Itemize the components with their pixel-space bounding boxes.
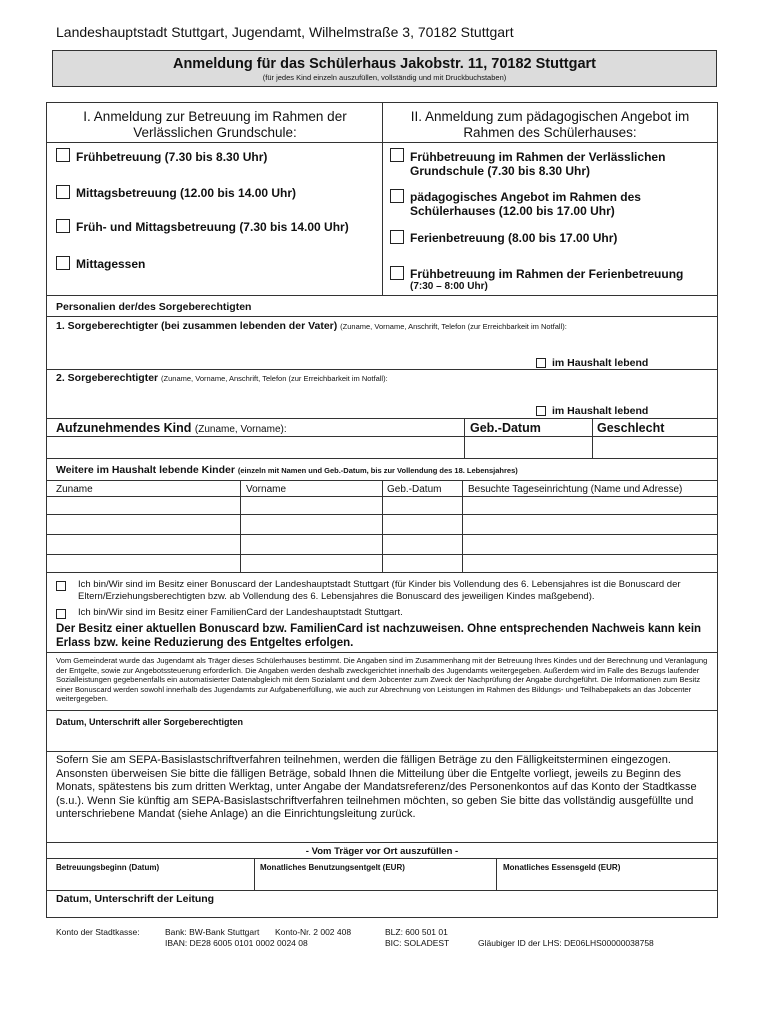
section1-heading: I. Anmeldung zur Betreuung im Rahmen der Verlässlichen Grundschule:	[83, 109, 347, 140]
option-fruehbetreuung: Frühbetreuung (7.30 bis 8.30 Uhr)	[76, 150, 268, 164]
checkbox-fruehbetreuung[interactable]	[56, 148, 70, 162]
checkbox-mittagsbetreuung[interactable]	[56, 185, 70, 199]
child-row	[56, 421, 287, 435]
familiencard-option: Ich bin/Wir sind im Besitz einer FamilienCard der Landeshauptstadt Stuttgart.	[78, 607, 403, 618]
guardian2-household-label: im Haushalt lebend	[552, 405, 649, 417]
footer-blz: BLZ: 600 501 01	[385, 927, 448, 937]
personal-heading: Personalien der/des Sorgeberechtigten	[56, 301, 252, 313]
guardian1-row	[56, 320, 567, 332]
footer-bic: BIC: SOLADEST	[385, 938, 450, 948]
checkbox-ferien-frueh[interactable]	[390, 266, 404, 280]
sepa-text: Sofern Sie am SEPA-Basislastschriftverfahren teilnehmen, werden die fälligen Beträge zu den Fälligkeitsterminen eingezogen. Ansonsten überweisen Sie bitte die fälligen Beträge, sobald Ihnen die Mitteilung über die Entgelte vorliegt, jeweils zu Beginn des Monats, spätestens bis zum dritten Werktag, unter Angabe der Mandatsreferenz/des Personenkontos auf das Konto der Stadtkasse (s.u.). Wenn Sie künftig am SEPA-Basislastschriftverfahren teilnehmen möchten, so geben Sie bitte das vollständig ausgefüllte und unterschriebene Mandat (siehe Anlage) an die Einrichtungsleitung zurück.	[56, 754, 697, 821]
guardian2-label: 2. Sorgeberechtigter	[56, 372, 159, 384]
guardian1-household-label: im Haushalt lebend	[552, 357, 649, 369]
child-gender-label: Geschlecht	[597, 421, 665, 435]
siblings-heading: Weitere im Haushalt lebende Kinder	[56, 464, 235, 476]
checkbox-paed-angebot[interactable]	[390, 189, 404, 203]
guardian1-hint: (Zuname, Vorname, Anschrift, Telefon (zur Erreichbarkeit im Notfall):	[340, 322, 567, 331]
footer-iban: IBAN: DE28 6005 0101 0002 0024 08	[165, 938, 308, 948]
office-col-meal: Monatliches Essensgeld (EUR)	[503, 863, 621, 872]
option-ferienbetreuung: Ferienbetreuung (8.00 bis 17.00 Uhr)	[410, 231, 618, 245]
option-paed-angebot: pädagogisches Angebot im Rahmen des Schülerhauses (12.00 bis 17.00 Uhr)	[410, 190, 641, 218]
form-title: Anmeldung für das Schülerhaus Jakobstr. 11, 70182 Stuttgart	[172, 56, 597, 72]
office-col-begin: Betreuungsbeginn (Datum)	[56, 863, 160, 872]
siblings-hint: (einzeln mit Namen und Geb.-Datum, bis zur Vollendung des 18. Lebensjahres)	[237, 466, 518, 475]
office-signature-label: Datum, Unterschrift der Leitung	[56, 893, 215, 905]
title-box	[52, 50, 717, 87]
checkbox-frueh-mittag[interactable]	[56, 219, 70, 233]
bonus-notice: Der Besitz einer aktuellen Bonuscard bzw. FamilienCard ist nachzuweisen. Ohne entsprechenden Nachweis kann kein Erlass bzw. keine Reduzierung des Entgeltes erfolgen.	[56, 623, 702, 649]
child-dob-label: Geb.-Datum	[470, 421, 541, 435]
footer-bank: Bank: BW-Bank Stuttgart	[165, 927, 260, 937]
siblings-heading-row	[56, 464, 518, 476]
option-ferien-frueh: Frühbetreuung im Rahmen der Ferienbetreuung	[410, 267, 684, 281]
checkbox-ferienbetreuung[interactable]	[390, 230, 404, 244]
footer-creditor: Gläubiger ID der LHS: DE06LHS00000038758	[478, 938, 654, 948]
child-hint: (Zuname, Vorname):	[194, 424, 287, 435]
form-subtitle: (für jedes Kind einzeln auszufüllen, vollständig und mit Druckbuchstaben)	[262, 73, 507, 82]
option-mittagsbetreuung: Mittagsbetreuung (12.00 bis 14.00 Uhr)	[76, 186, 297, 200]
privacy-text: Vom Gemeinderat wurde das Jugendamt als Träger dieses Schülerhauses bestimmt. Die Angaben sind im Zusammenhang mit der Betreuung Ihres Kindes und der Berechnung und Veranlagung der Entgelte, sowie zur Angebotssteuerung erforderlich. Die Angaben werden deshalb zweckgerichtet innerhalb des Jugendamts weitergegeben. Außerdem wird im Falle des Bezugs laufender Sozialleistungen gegebenenfalls ein automatisierter Datenabgleich mit dem Sozialamt und dem Jobcenter zum Zweck der Nachprüfung der Angabe durchgeführt. Die Informationen zum Besitz einer Bonuscard werden sowohl innerhalb des Jugendamts zur Aufgabenerfüllung, wie auch zur Abrechnung von Leistungen im Rahmen des Bildungs- und Teilhabepakets an das Jobcenter weitergegeben.	[56, 656, 708, 703]
footer-konto: Konto-Nr. 2 002 408	[275, 927, 352, 937]
guardian1-label: 1. Sorgeberechtigter (bei zusammen lebenden der Vater)	[56, 320, 338, 332]
option-ferien-frueh-time: (7:30 – 8:00 Uhr)	[410, 281, 488, 292]
guardian2-row	[56, 372, 388, 384]
option-frueh-mittag: Früh- und Mittagsbetreuung (7.30 bis 14.00 Uhr)	[76, 220, 349, 234]
checkbox-mittagessen[interactable]	[56, 256, 70, 270]
section2-heading: II. Anmeldung zum pädagogischen Angebot im Rahmen des Schülerhauses:	[410, 109, 690, 140]
agency-address: Landeshauptstadt Stuttgart, Jugendamt, Wilhelmstraße 3, 70182 Stuttgart	[56, 24, 514, 40]
office-col-fee: Monatliches Benutzungsentgelt (EUR)	[260, 863, 405, 872]
guardian2-hint: (Zuname, Vorname, Anschrift, Telefon (zur Erreichbarkeit im Notfall):	[161, 374, 388, 383]
footer-account-label: Konto der Stadtkasse:	[56, 927, 140, 937]
sibling-col-dob: Geb.-Datum	[387, 484, 442, 495]
child-label: Aufzunehmendes Kind	[56, 421, 192, 435]
sibling-col-zuname: Zuname	[56, 484, 93, 495]
checkbox-bonuscard[interactable]	[56, 581, 66, 591]
option-vgs-fruehbetreuung: Frühbetreuung im Rahmen der Verlässlichen Grundschule (7.30 bis 8.30 Uhr)	[410, 150, 666, 178]
checkbox-vgs-fruehbetreuung[interactable]	[390, 148, 404, 162]
sibling-col-facility: Besuchte Tageseinrichtung (Name und Adresse)	[468, 484, 683, 495]
signature-parents-label: Datum, Unterschrift aller Sorgeberechtigten	[56, 717, 244, 727]
checkbox-familiencard[interactable]	[56, 609, 66, 619]
checkbox-guardian2-household[interactable]	[536, 406, 546, 416]
sibling-col-vorname: Vorname	[246, 484, 287, 495]
checkbox-guardian1-household[interactable]	[536, 358, 546, 368]
option-mittagessen: Mittagessen	[76, 257, 146, 271]
bonuscard-option: Ich bin/Wir sind im Besitz einer Bonuscard der Landeshauptstadt Stuttgart (für Kinder bis Vollendung des 6. Lebensjahres ist die Bonuscard der Eltern/Erziehungsberechtigten bzw. ab Vollendung des 6. Lebensjahres die Bonuscard des jeweiligen Kindes maßgebend).	[78, 579, 681, 602]
office-heading: - Vom Träger vor Ort auszufüllen -	[305, 846, 459, 857]
